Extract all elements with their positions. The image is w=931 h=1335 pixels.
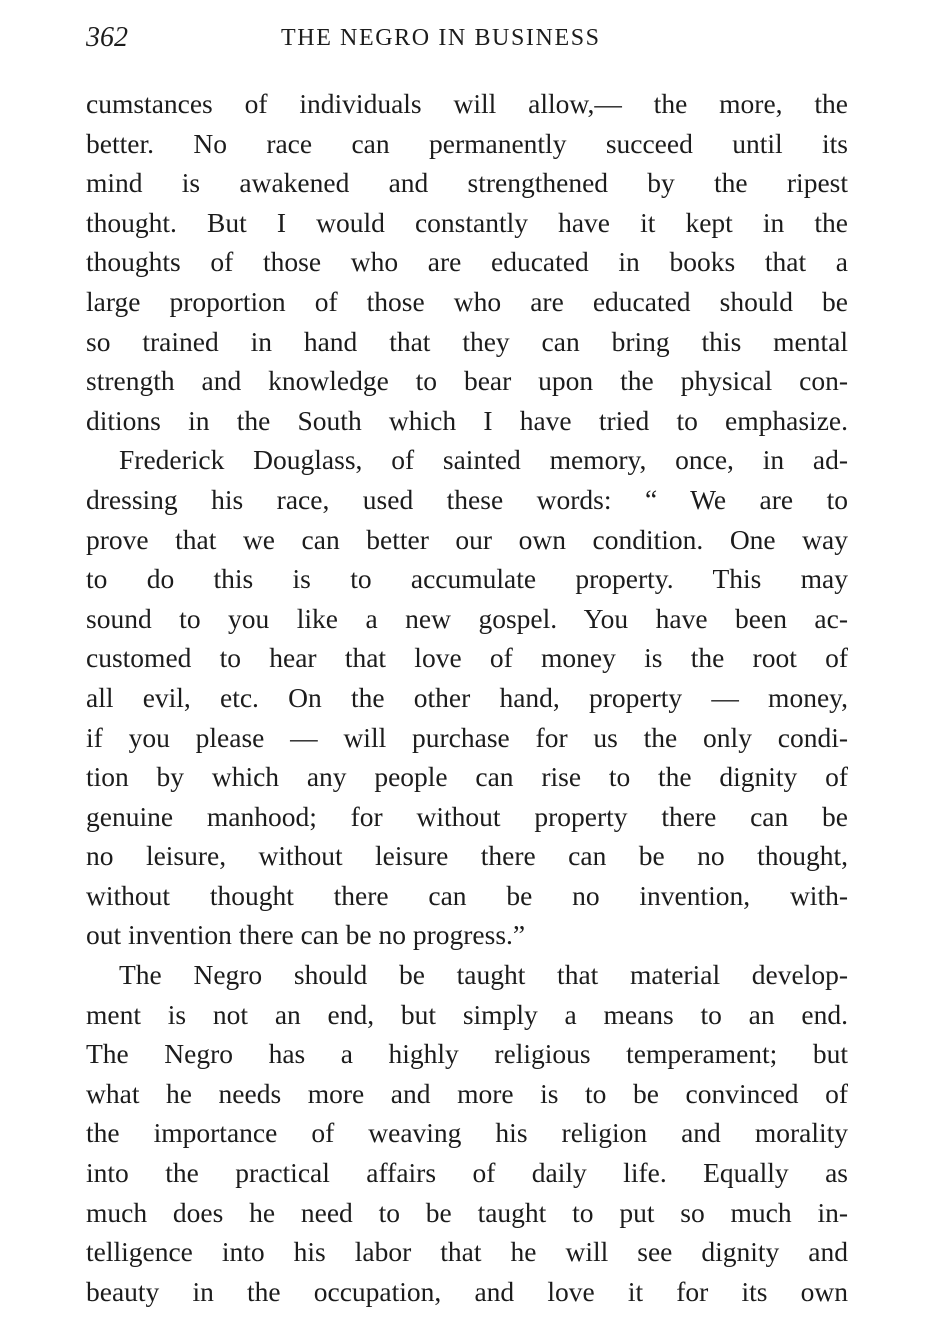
- text-line: The Negro has a highly religious temperament; but: [86, 1038, 848, 1070]
- text-line: tion by which any people can rise to the dignity of: [86, 761, 848, 793]
- text-line: ment is not an end, but simply a means to an end.: [86, 998, 848, 1030]
- text-line: without thought there can be no invention, with-: [86, 879, 848, 911]
- text-line: ditions in the South which I have tried to emphasize.: [86, 404, 848, 436]
- text-line: strength and knowledge to bear upon the physical con-: [86, 365, 848, 397]
- text-line: cumstances of individuals will allow,— the more, the: [86, 88, 848, 119]
- paragraph-3: [86, 955, 848, 1311]
- text-line: into the practical affairs of daily life. Equally as: [86, 1157, 848, 1189]
- text-line: all evil, etc. On the other hand, property — money,: [86, 681, 848, 713]
- text-line: dressing his race, used these words: “ We are to: [86, 483, 848, 515]
- running-head: [86, 18, 848, 58]
- text-line: customed to hear that love of money is the root of: [86, 642, 848, 674]
- text-line: if you please — will purchase for us the only condi-: [86, 721, 848, 753]
- text-line: The Negro should be taught that material develop-: [119, 959, 848, 991]
- text-line: thought. But I would constantly have it kept in the: [86, 206, 848, 238]
- text-line: so trained in hand that they can bring this mental: [86, 325, 848, 357]
- text-line: genuine manhood; for without property there can be: [86, 800, 848, 832]
- text-line: no leisure, without leisure there can be no thought,: [86, 840, 848, 872]
- text-line: prove that we can better our own condition. One way: [86, 523, 848, 555]
- text-line: much does he need to be taught to put so much in-: [86, 1196, 848, 1228]
- text-line: telligence into his labor that he will see dignity and: [86, 1236, 848, 1268]
- running-title: THE NEGRO IN BUSINESS: [281, 25, 601, 51]
- text-line: large proportion of those who are educated should be: [86, 285, 848, 317]
- text-line: better. No race can permanently succeed until its: [86, 127, 848, 159]
- text-line: to do this is to accumulate property. This may: [86, 563, 848, 595]
- text-line: thoughts of those who are educated in books that a: [86, 246, 848, 278]
- text-line: what he needs more and more is to be convinced of: [86, 1077, 848, 1109]
- paragraph-2: [86, 440, 848, 955]
- text-line: sound to you like a new gospel. You have been ac-: [86, 602, 848, 634]
- text-line: out invention there can be no progress.”: [86, 919, 526, 951]
- text-line: the importance of weaving his religion and morality: [86, 1117, 848, 1149]
- text-line: beauty in the occupation, and love it for its own: [86, 1275, 848, 1307]
- text-line: Frederick Douglass, of sainted memory, once, in ad-: [119, 444, 848, 476]
- text-line: mind is awakened and strengthened by the ripest: [86, 167, 848, 199]
- body-text: [86, 84, 848, 1320]
- paragraph-1: [86, 84, 848, 440]
- page-number: 362: [86, 22, 128, 53]
